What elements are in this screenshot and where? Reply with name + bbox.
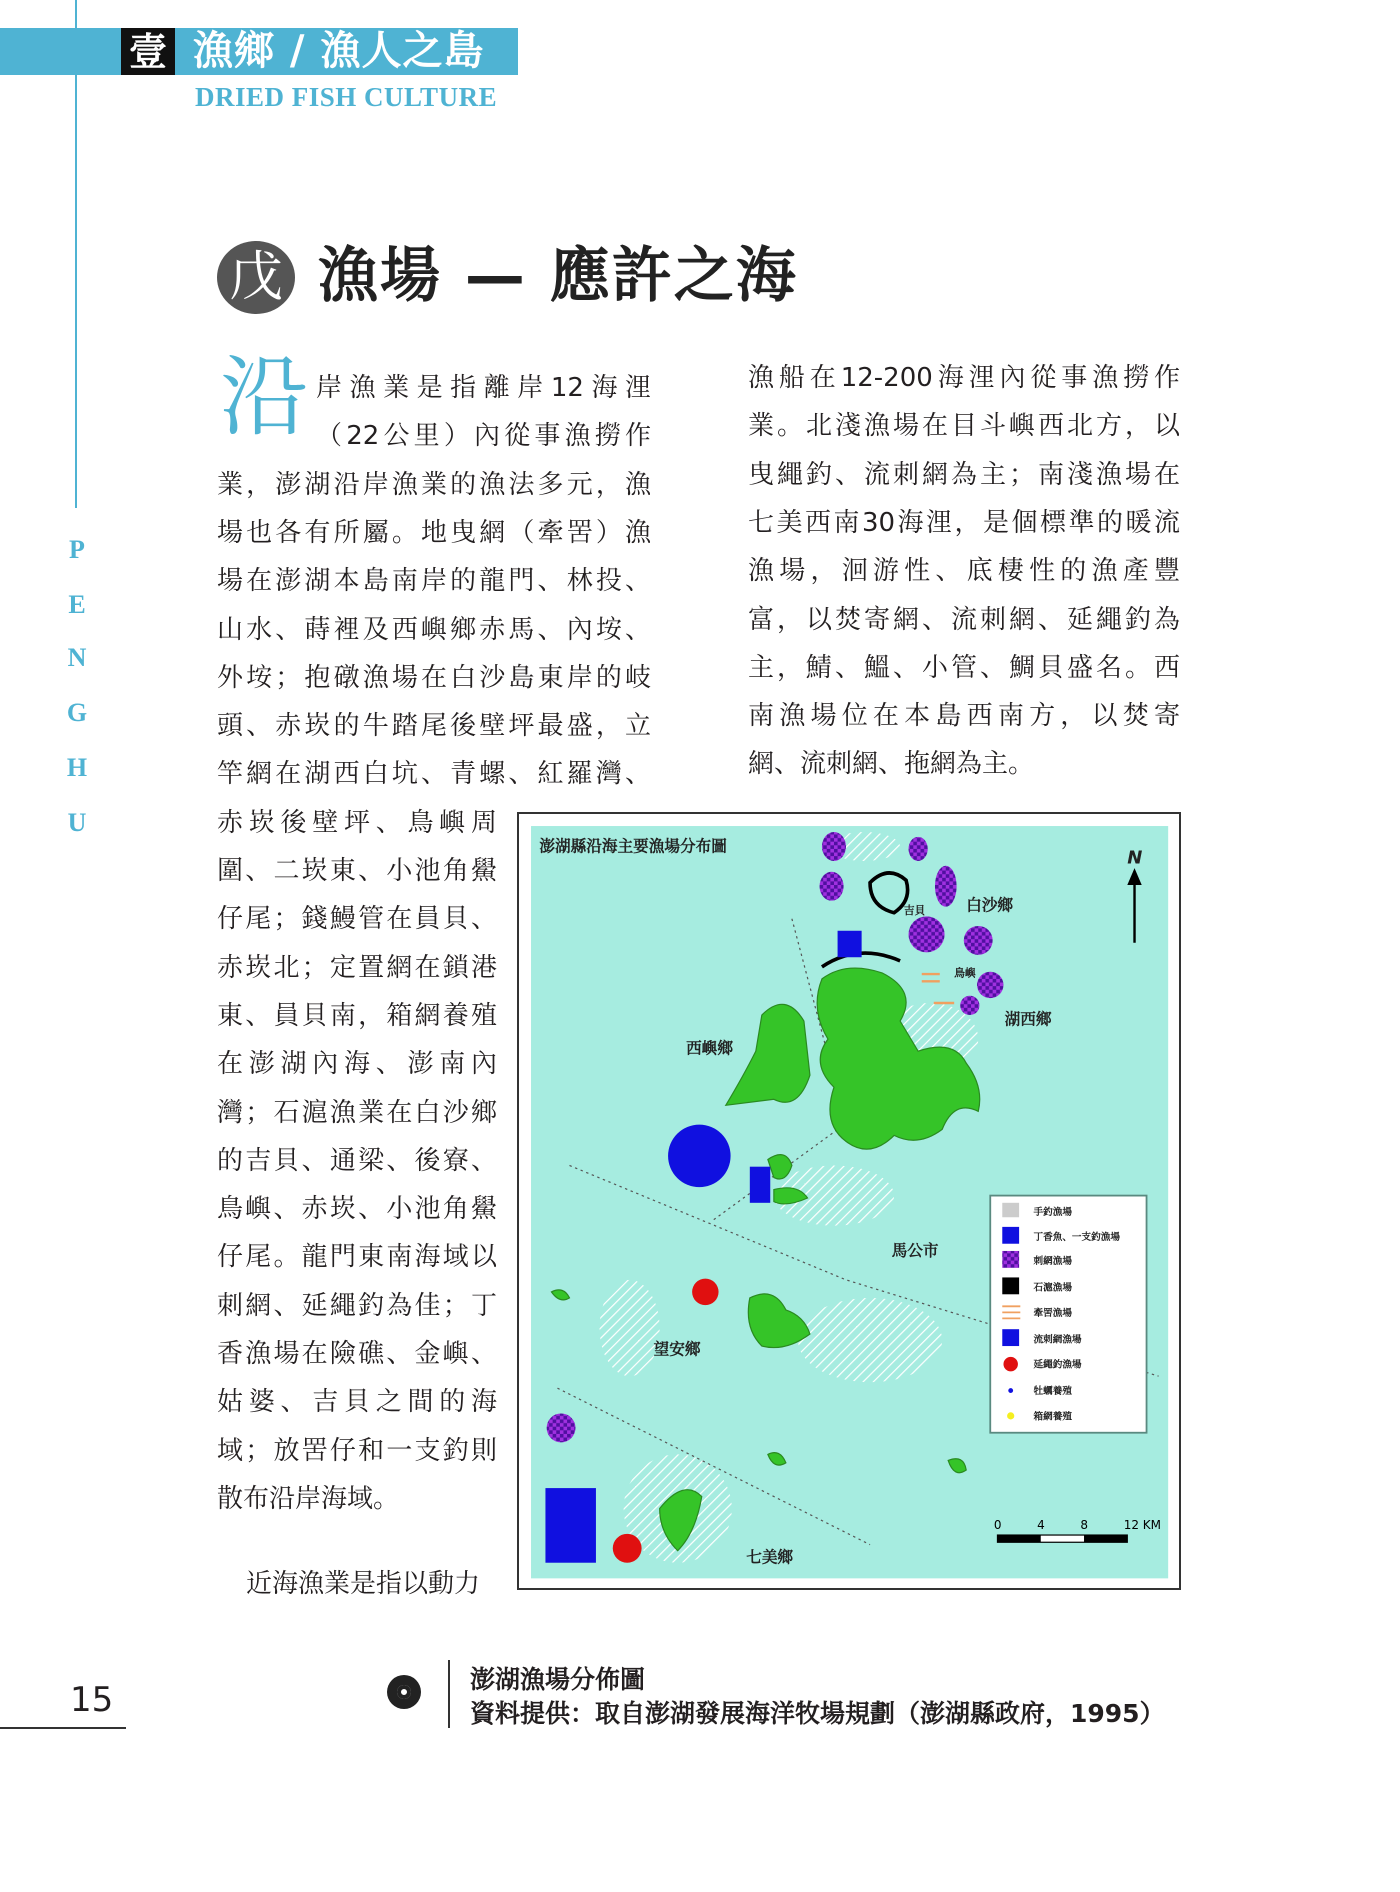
section-title: 漁場 — 應許之海 (318, 241, 798, 311)
paragraph-line: 赤崁北；定置網在鎖港 (217, 952, 497, 983)
scale-tick: 0 (993, 1518, 1002, 1533)
map-graphic (519, 814, 1179, 1588)
legend-item: 刺網漁場 (1033, 1256, 1072, 1268)
side-letter: P (69, 535, 85, 564)
label-xiyu: 西嶼鄉 (686, 1038, 733, 1058)
side-letter: G (66, 698, 88, 727)
paragraph-line: 散布沿岸海域。 (217, 1483, 400, 1514)
label-jibei: 吉貝 (903, 903, 926, 917)
paragraph-line: 在澎湖內海、澎南內 (217, 1049, 497, 1080)
side-letter: U (67, 808, 87, 837)
paragraph-line: 近海漁業是指以動力 (246, 1569, 481, 1599)
legend-item: 流刺網漁場 (1033, 1334, 1082, 1346)
paragraph-line: 主，鯖、鰮、小管、鯛貝盛名。西 (748, 652, 1180, 683)
label-baisha: 白沙鄉 (966, 895, 1014, 915)
caption-title: 澎湖漁場分佈圖 (470, 1665, 646, 1694)
section-marker: 戊 (217, 241, 295, 314)
paragraph-line: 刺網、延繩釣為佳；丁 (217, 1290, 497, 1321)
caption-source: 資料提供：取自澎湖發展海洋牧場規劃（澎湖縣政府，1995） (470, 1699, 1165, 1728)
paragraph-line: 漁場，洄游性、底棲性的漁產豐 (748, 556, 1180, 587)
chapter-number: 壹 (121, 28, 175, 75)
paragraph-line: 赤崁後壁坪、鳥嶼周 (217, 807, 497, 838)
paragraph-line: 漁船在12-200海浬內從事漁撈作 (748, 363, 1180, 393)
paragraph-line: 場也各有所屬。地曳網（牽罟）漁 (217, 517, 651, 548)
paragraph-line: 南漁場位在本島西南方，以焚寄 (748, 701, 1180, 732)
paragraph-line: 東、員貝南，箱網養殖 (217, 1000, 497, 1031)
paragraph-line: 圍、二崁東、小池角鱟 (217, 856, 497, 886)
paragraph-line: 山水、蒔裡及西嶼鄉赤馬、內垵、 (217, 614, 651, 645)
label-qimei: 七美鄉 (746, 1547, 794, 1567)
legend-item: 丁香魚、一支釣漁場 (1033, 1232, 1120, 1244)
side-letter: H (66, 753, 88, 782)
paragraph-line: （22公里）內從事漁撈作 (316, 421, 651, 452)
page-number: 15 (70, 1680, 114, 1720)
paragraph-line: 域；放罟仔和一支釣則 (217, 1435, 497, 1466)
paragraph-line: 仔尾；錢鰻管在員貝、 (217, 904, 497, 935)
legend-item: 牽罟漁場 (1033, 1307, 1072, 1319)
paragraph-line: 業。北淺漁場在目斗嶼西北方，以 (748, 411, 1180, 442)
legend-item: 延繩釣漁場 (1033, 1359, 1082, 1371)
label-huxi: 湖西鄉 (1004, 1009, 1052, 1029)
scale-tick: 12 KM (1123, 1518, 1162, 1533)
north-label: N (1127, 847, 1143, 869)
paragraph-line: 場在澎湖本島南岸的龍門、林投、 (217, 566, 651, 597)
paragraph-line: 網、流刺網、拖網為主。 (748, 749, 1035, 780)
paragraph-line: 姑婆、吉貝之間的海 (217, 1387, 497, 1418)
caption-divider (448, 1660, 450, 1728)
camera-icon (387, 1675, 421, 1709)
paragraph-line: 七美西南30海浬，是個標準的暖流 (748, 507, 1180, 538)
map-title: 澎湖縣沿海主要漁場分布圖 (539, 836, 727, 856)
paragraph-line: 富，以焚寄網、流刺網、延繩釣為 (748, 604, 1180, 635)
fishing-ground-map (517, 812, 1181, 1590)
paragraph-line: 鳥嶼、赤崁、小池角鱟 (217, 1194, 497, 1225)
legend-item: 牡蠣養殖 (1033, 1386, 1072, 1398)
scale-tick: 8 (1080, 1518, 1089, 1533)
paragraph-line: 仔尾。龍門東南海域以 (217, 1242, 497, 1273)
legend-item: 石滬漁場 (1033, 1282, 1072, 1294)
side-letter: E (68, 590, 86, 619)
paragraph-line: 竿網在湖西白坑、青螺、紅羅灣、 (217, 759, 651, 790)
paragraph-line: 灣；石滬漁業在白沙鄉 (217, 1097, 497, 1128)
chapter-title: 漁鄉 / 漁人之島 (193, 27, 485, 74)
legend-item: 箱網養殖 (1033, 1411, 1072, 1423)
side-letter: N (67, 643, 87, 672)
chapter-subtitle: DRIED FISH CULTURE (195, 82, 498, 112)
paragraph-line: 的吉貝、通梁、後寮、 (217, 1145, 497, 1176)
paragraph-line: 香漁場在險礁、金嶼、 (217, 1339, 497, 1369)
paragraph-line: 業，澎湖沿岸漁業的漁法多元，漁 (217, 469, 651, 500)
drop-cap: 沿 (220, 345, 309, 448)
paragraph-line: 外垵；抱礅漁場在白沙島東岸的岐 (217, 662, 651, 693)
paragraph-line: 曳繩釣、流刺網為主；南淺漁場在 (748, 459, 1180, 490)
label-wangan: 望安鄉 (653, 1339, 701, 1359)
label-magong: 馬公市 (891, 1240, 939, 1260)
margin-rule (75, 0, 77, 508)
map-legend (990, 1196, 1146, 1433)
paragraph-line: 頭、赤崁的牛踏尾後壁坪最盛，立 (217, 711, 651, 742)
label-niaoyu: 鳥嶼 (954, 966, 976, 980)
paragraph-line: 岸漁業是指離岸12海浬 (316, 373, 651, 403)
page-number-rule (0, 1727, 126, 1729)
legend-item: 手釣漁場 (1033, 1206, 1072, 1218)
scale-tick: 4 (1037, 1518, 1045, 1533)
